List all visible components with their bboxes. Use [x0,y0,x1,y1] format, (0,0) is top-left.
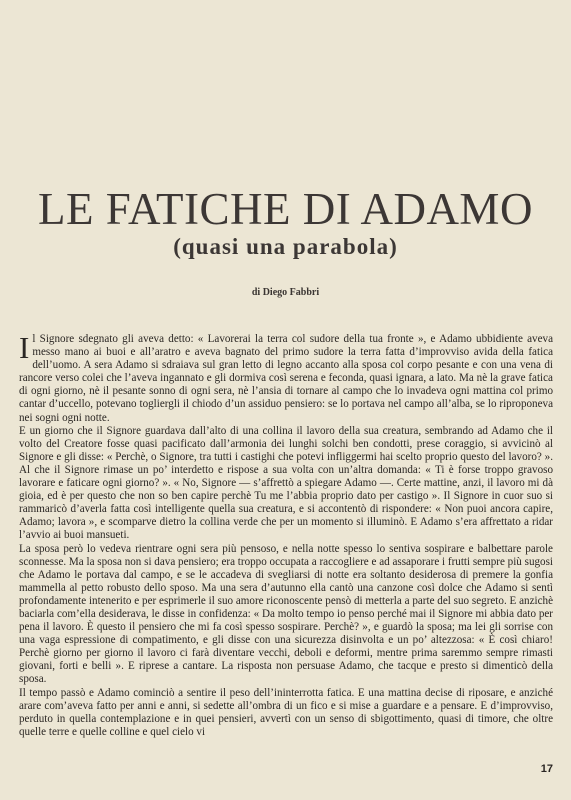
paragraph: E un giorno che il Signore guardava dall’alto di una collina il lavoro della sua creatura, sembrando ad Adamo che il volto del Creatore fosse quasi pacificato dall’armonia dei lunghi solchi ben condotti, prese coraggio, si avvicinò al Signore e gli disse: « Perchè, o Signore, tra tutti i castighi che potevi infliggermi hai scelto proprio questo del lavoro? ». Al che il Signore rimase un po’ interdetto e rispose a sua volta con un’altra domanda: « Ti è forse troppo gravoso lavorare e faticare ogni giorno? ». « No, Signore — s’affrettò a spiegare Adamo —. Certe mattine, anzi, il lavoro mi dà gioia, ed è per questo che non so ben capire perchè Tu me l’abbia proprio dato per castigo ». Il Signore in cuor suo si rammaricò d’averla fatta così intelligente quella sua creatura, e si accontentò di rispondere: « Non puoi ancora capire, Adamo; lavora », e scomparve dietro la collina verde che per un momento si illuminò. E Adamo s’era affrettato a ridar l’avvio ai buoi mansueti. [19,424,553,542]
paragraph [19,330,553,425]
paragraph: Il tempo passò e Adamo cominciò a sentire il peso dell’ininterrotta fatica. E una mattina decise di riposare, e anziché arare com’aveva fatto per anni e anni, si sedette all’ombra di un fico e si mise a guardare e a pensare. E d’improvviso, perduto in quella contemplazione e in quei pensieri, avvertì con un senso di sbigottimento, quasi di timore, che oltre quelle terre e quelle colline e quel cielo vi [19,686,553,738]
article-subtitle: (quasi una parabola) [173,234,398,259]
drop-cap: I [19,330,30,365]
page-number: 17 [540,763,553,775]
article-author: di Diego Fabbri [251,287,320,298]
article-body [19,330,553,739]
article-title: LE FATICHE DI ADAMO [38,184,533,234]
paragraph-text: l Signore sdegnato gli aveva detto: « Lavorerai la terra col sudore della tua fronte », e Adamo ubbidiente aveva messo mano ai buoi e all’aratro e aveva bagnato del primo sudore la terra fatta d’improvviso avida della fatica dell’uomo. A sera Adamo si sdraiava sul gran letto di legno accanto alla sposa col corpo pesante e con una vena di rancore verso colei che l’aveva ingannato e gli dormiva così serena e feconda, quasi ignara, a lato. Ma nè la grave fatica di ogni giorno, nè il pesante sonno di ogni sera, nè l’ansia di tornare al campo che lo invadeva ogni mattina col primo cantar d’uccello, potevano togliergli il chiodo d’un assiduo pensiero: se lo portava nel campo all’alba, se lo riproponeva nei sogni ogni notte. [19,333,553,424]
paragraph: La sposa però lo vedeva rientrare ogni sera più pensoso, e nella notte spesso lo sentiva sospirare e balbettare parole sconnesse. Ma la sposa non si dava pensiero; era troppo occupata a raccogliere e ad assaporare i frutti sempre più sugosi che Adamo le portava dal campo, e se le accadeva di svegliarsi di notte era soltanto desiderosa di premere la gonfia mammella al petto robusto dello sposo. Ma una sera d’autunno ella cantò una canzone così dolce che Adamo si sentì profondamente intenerito e per esprimerle il suo amore riconoscente pensò di metterla a parte del suo segreto. E anzichè baciarla com’ella desiderava, le disse in confidenza: « Da molto tempo io penso perché mai il Signore mi abbia dato per pena il lavoro. È questo il pensiero che mi fa così spesso sospirare. Perchè? », e guardò la sposa; ma lei gli sorrise con una vaga espressione di compatimento, e gli disse con una sicurezza disinvolta e un po’ altezzosa: « È così chiaro! Perchè giorno per giorno il lavoro ci farà diventare vecchi, deboli e deformi, mentre prima saremmo sempre rimasti giovani, forti e belli ». E riprese a cantare. La risposta non persuase Adamo, che tacque e presto si dimenticò della sposa. [19,542,553,686]
